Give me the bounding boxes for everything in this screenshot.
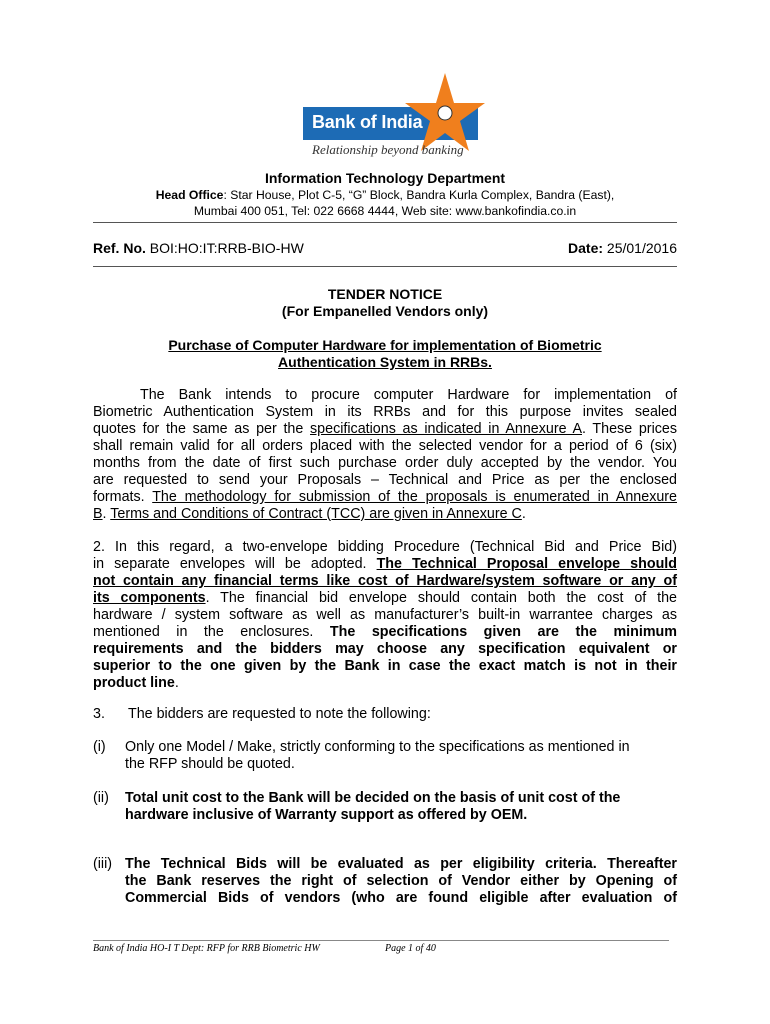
para2-line <box>93 624 677 641</box>
item-i-body <box>125 739 677 773</box>
para1-line: The Bank intends to procure computer Hardware for implementation of <box>140 387 677 403</box>
para1-text: quotes for the same as per the <box>93 421 311 437</box>
ref-label: Ref. No. <box>93 240 146 256</box>
para2-line <box>93 556 677 573</box>
item-i-line: the RFP should be quoted. <box>125 756 295 772</box>
paragraph-2 <box>93 539 677 692</box>
date-label: Date: <box>568 240 604 256</box>
paragraph-1 <box>93 387 677 523</box>
ref-number <box>93 240 304 256</box>
notice-heading-line-2: Authentication System in RRBs. <box>278 354 492 370</box>
star-emblem <box>438 106 452 120</box>
date-value: 25/01/2016 <box>606 240 677 256</box>
para2-bold: The specifications given are the minimum <box>329 624 677 640</box>
page-number: Page 1 of 40 <box>385 943 436 954</box>
department-title: Information Technology Department <box>264 170 506 186</box>
reference-line <box>93 240 677 256</box>
date <box>568 240 677 256</box>
para1-text: . <box>521 506 526 522</box>
para1-text: . These prices <box>582 421 677 437</box>
annexure-b-letter: B <box>93 506 103 522</box>
header-divider <box>93 222 677 223</box>
para1-text: . <box>102 506 111 522</box>
item-ii-body <box>125 790 677 824</box>
item-i-line: Only one Model / Make, strictly conforming to the specifications as mentioned in <box>125 739 630 755</box>
item-iii-line: the Bank reserves the right of selection of Vendor either by Opening of <box>125 873 677 889</box>
para1-text: formats. <box>93 489 153 505</box>
address-line-1 <box>93 187 677 203</box>
item-iii-line: The Technical Bids will be evaluated as per eligibility criteria. Thereafter <box>125 856 677 872</box>
para2-text: . <box>174 675 179 691</box>
footer-divider <box>93 940 669 941</box>
annexure-c-reference: Terms and Conditions of Contract (TCC) are given in Annexure C <box>110 506 522 522</box>
footer-text: Bank of India HO-I T Dept: RFP for RRB Biometric HW <box>93 943 320 954</box>
para1-line <box>93 421 677 438</box>
address-label: Head Office <box>155 188 224 202</box>
bank-logo-text: Bank of India <box>312 112 423 132</box>
para2-line: hardware / system software as well as manufacturer’s built-in warrantee charges as <box>93 607 677 623</box>
item-i-label: (i) <box>93 739 106 755</box>
item-ii-line: Total unit cost to the Bank will be decided on the basis of unit cost of the <box>125 790 621 806</box>
para1-line: months from the date of first such purchase order duly accepted by the vendor. You <box>93 455 677 471</box>
para2-emphasis: its components <box>93 590 206 606</box>
para2-text: in separate envelopes will be adopted. <box>93 556 377 572</box>
item-ii-label: (ii) <box>93 790 109 806</box>
annexure-b-reference: The methodology for submission of the proposals is enumerated in Annexure <box>152 489 677 505</box>
para2-line: superior to the one given by the Bank in case the exact match is not in their <box>93 658 677 674</box>
ref-value: BOI:HO:IT:RRB-BIO-HW <box>149 240 304 256</box>
para2-line <box>93 590 677 607</box>
item-iii-body <box>125 856 677 907</box>
para1-line <box>93 506 677 523</box>
notice-heading-line-1: Purchase of Computer Hardware for implementation of Biometric <box>168 337 602 353</box>
para2-text: . The financial bid envelope should contain both the cost of the <box>205 590 678 606</box>
para2-bold: product line <box>93 675 175 691</box>
item-iii-line: Commercial Bids of vendors (who are found eligible after evaluation of <box>125 890 677 906</box>
notice-title: TENDER NOTICE <box>327 286 443 302</box>
star-logo-icon <box>405 73 485 153</box>
para2-emphasis: The Technical Proposal envelope should <box>376 556 678 572</box>
address-line-2: Mumbai 400 051, Tel: 022 6668 4444, Web site: www.bankofindia.co.in <box>193 204 577 218</box>
para2-line <box>93 675 677 692</box>
para2-line: requirements and the bidders may choose any specification equivalent or <box>93 641 677 657</box>
para3-text: The bidders are requested to note the following: <box>128 706 431 722</box>
para2-line: not contain any financial terms like cost of Hardware/system software or any of <box>93 573 677 589</box>
annexure-a-reference: specifications as indicated in Annexure A <box>310 421 582 437</box>
para2-text: mentioned in the enclosures. <box>93 624 330 640</box>
para3-label: 3. <box>93 706 105 722</box>
ref-divider <box>93 266 677 267</box>
para2-line: 2. In this regard, a two-envelope bidding Procedure (Technical Bid and Price Bid) <box>93 539 677 555</box>
para1-line: shall remain valid for all orders placed with the selected vendor for a period of 6 (six) <box>93 438 677 454</box>
item-ii-line: hardware inclusive of Warranty support as offered by OEM. <box>125 807 528 823</box>
para1-line: are requested to send your Proposals – Technical and Price as per the enclosed <box>93 472 677 488</box>
para1-line: Biometric Authentication System in its RRBs and for this purpose invites sealed <box>93 404 677 420</box>
para1-line <box>93 489 677 506</box>
item-iii-label: (iii) <box>93 856 113 872</box>
tagline: Relationship beyond banking <box>312 142 464 157</box>
address-text-1: : Star House, Plot C-5, “G” Block, Bandra Kurla Complex, Bandra (East), <box>223 188 615 202</box>
notice-subtitle: (For Empanelled Vendors only) <box>281 303 489 319</box>
